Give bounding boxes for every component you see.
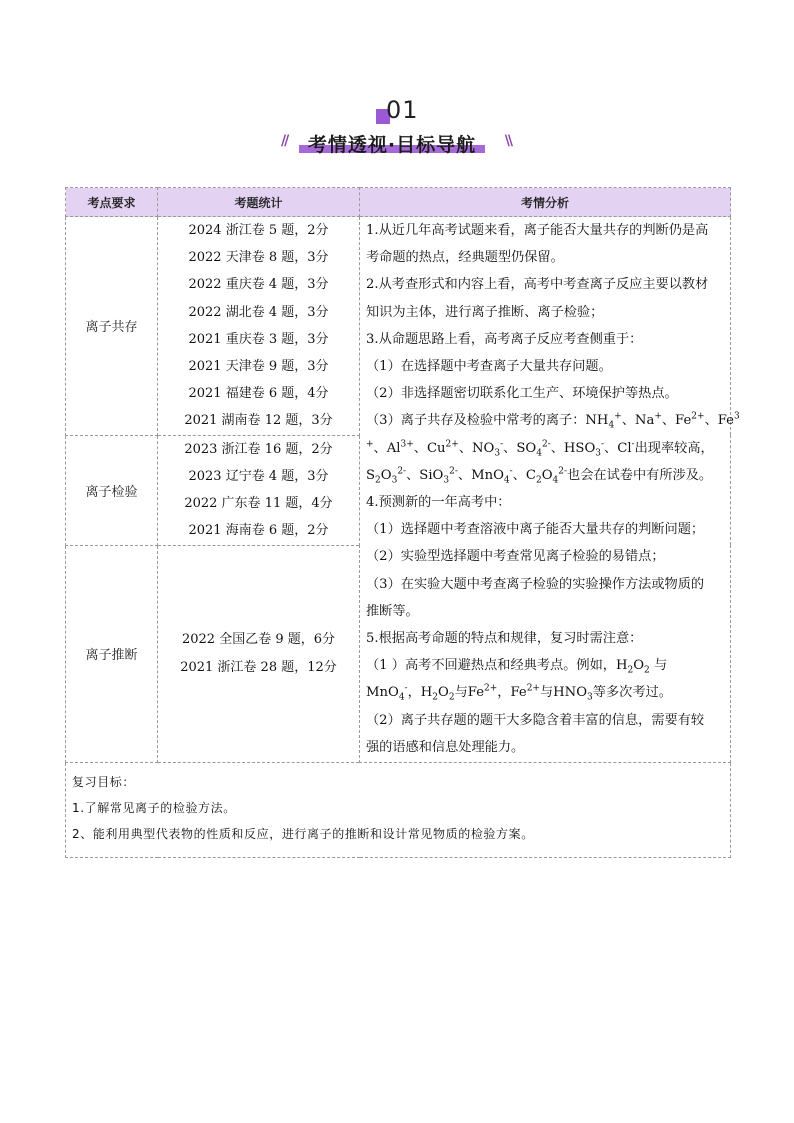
ion: O <box>380 467 392 483</box>
topic-cell: 离子共存 <box>66 217 158 436</box>
ion: 、MnO <box>457 467 504 483</box>
analysis-line: （2）实验型选择题中考查常见离子检验的易错点； <box>366 549 665 565</box>
analysis-line: （1）选择题中考查溶液中离子能否大量共存的判断问题； <box>366 522 705 538</box>
header-topic: 考点要求 <box>66 188 158 217</box>
analysis-line: （2）离子共存题的题干大多隐含着丰富的信息，需要有较 <box>366 712 705 728</box>
goals-cell <box>66 762 731 857</box>
topic-cell: 离子推断 <box>66 545 158 762</box>
text: 也会在试卷中有所涉及。 <box>567 467 713 483</box>
ion: 、SO <box>503 440 537 456</box>
section-number <box>376 96 419 126</box>
exam-analysis-table-wrapper <box>65 187 740 858</box>
goal-item: 1.了解常见离子的检验方法。 <box>72 800 236 815</box>
ion: 、NO <box>458 440 495 456</box>
analysis-line: MnO$_4$-，$H_2O_2$与$Fe^{2+}$，$Fe^{2+}$与$HNO_3$等多次考过。 <box>366 684 672 704</box>
stat-line: 2021 海南卷 6 题，2分 <box>188 523 329 539</box>
right-slash-decoration: \\ <box>504 133 511 149</box>
stat-line: 2022 广东卷 11 题，4分 <box>184 496 333 512</box>
goal-item: 2、能利用典型代表物的性质和反应，进行离子的推断和设计常见物质的检验方案。 <box>72 826 534 841</box>
ion: O <box>541 467 553 483</box>
stat-line: 2024 浙江卷 5 题，2分 <box>188 223 329 238</box>
topic-cell: 离子检验 <box>66 435 158 545</box>
ion: 、Cl <box>604 440 632 456</box>
text: 与HNO <box>539 685 588 701</box>
analysis-line: +、$Al^{3+}$、$Cu^{2+}$、$NO_3^-$、$SO_4^{2-}$、$HSO_3^-$、Cl-出现率较高， <box>366 439 714 459</box>
goals-title: 复习目标： <box>72 774 136 789</box>
analysis-line: 2.从考查形式和内容上看，高考中考查离子反应主要以教材 <box>366 277 709 293</box>
exam-analysis-table <box>65 187 740 858</box>
analysis-line: （3）在实验大题中考查离子检验的实验操作方法或物质的 <box>366 576 705 592</box>
analysis-line: $S_2O_3^{2-}$、SiO$_3^{2-}$、MnO$_4$-、$C_2O_4^{2-}$也会在试卷中有所涉及。 <box>366 466 713 486</box>
text: ，H <box>407 685 433 701</box>
stat-line: 2021 天津卷 9 题，3分 <box>188 359 329 375</box>
stat-line: 2021 浙江卷 28 题，12分 <box>180 659 337 675</box>
stat-line: 2021 重庆卷 3 题，3分 <box>188 331 329 347</box>
analysis-line: 5.根据高考命题的特点和规律，复习时需注意： <box>366 631 643 647</box>
section-title: 考情透视·目标导航 <box>307 134 477 156</box>
text: （1 ）高考不回避热点和经典考点。例如，H <box>366 658 628 674</box>
text: O <box>633 658 645 674</box>
analysis-line: 推断等。 <box>366 603 419 619</box>
analysis-line: （2）非选择题密切联系化工生产、环境保护等热点。 <box>366 386 678 402</box>
ion: 、SiO <box>406 467 444 483</box>
stat-line: 2023 辽宁卷 4 题，3分 <box>188 468 329 484</box>
ion: 、Fe <box>661 413 692 429</box>
ion: 、Na <box>621 413 655 429</box>
header-analysis: 考情分析 <box>360 188 731 217</box>
analysis-line: 考命题的热点，经典题型仍保留。 <box>366 250 564 266</box>
left-slash-decoration: // <box>281 133 288 149</box>
ion: 、C <box>512 467 536 483</box>
header-stats: 考题统计 <box>158 188 360 217</box>
stats-cell <box>158 545 360 762</box>
text: 等多次考过。 <box>592 685 672 701</box>
text: （3）离子共存及检验中常考的离子： <box>366 413 586 429</box>
stat-line: 2022 重庆卷 4 题，3分 <box>188 277 329 293</box>
goals-row <box>66 762 731 857</box>
stats-cell <box>158 217 360 436</box>
analysis-line: （3）离子共存及检验中常考的离子：$NH_4^+$、Na+、$Fe^{2+}$、Fe$^3$ <box>366 412 740 432</box>
analysis-line: 强的语感和信息处理能力。 <box>366 739 525 755</box>
stats-cell <box>158 435 360 545</box>
section-header <box>0 92 794 162</box>
stat-line: 2023 浙江卷 16 题，2分 <box>184 441 333 457</box>
stat-line: 2022 全国乙卷 9 题，6分 <box>181 632 336 648</box>
text: O <box>438 685 449 701</box>
analysis-cell <box>360 217 740 763</box>
ion: NH <box>585 413 609 429</box>
stat-line: 2022 天津卷 8 题，3分 <box>188 250 329 266</box>
section-number-text: 01 <box>386 96 419 124</box>
analysis-line: 知识为主体，进行离子推断、离子检验； <box>366 304 604 320</box>
ion: 、Fe <box>704 413 734 429</box>
stat-line: 2022 湖北卷 4 题，3分 <box>188 304 329 320</box>
text: 出现率较高， <box>634 440 714 456</box>
ion: S <box>366 467 376 483</box>
ion: 、HSO <box>550 440 596 456</box>
analysis-line: 3.从命题思路上看，高考离子反应考查侧重于： <box>366 331 643 347</box>
analysis-line: （1 ）高考不回避热点和经典考点。例如，$H_2O_2$ 与 <box>366 658 668 676</box>
table-header-row <box>66 188 731 217</box>
ion: MnO <box>366 685 399 701</box>
title-banner <box>281 130 511 158</box>
table-row <box>66 217 731 436</box>
ion: 、Cu <box>413 440 446 456</box>
text: 与Fe <box>454 685 484 701</box>
stat-line: 2021 福建卷 6 题，4分 <box>188 386 329 402</box>
stat-line: 2021 湖南卷 12 题，3分 <box>184 413 333 429</box>
text: 与 <box>649 658 668 674</box>
text: ，Fe <box>497 685 527 701</box>
analysis-line: （1）在选择题中考查离子大量共存问题。 <box>366 359 612 375</box>
ion: 、Al <box>373 440 401 456</box>
analysis-line: 1.从近几年高考试题来看，离子能否大量共存的判断仍是高 <box>366 223 709 238</box>
analysis-line: 4.预测新的一年高考中： <box>366 495 511 511</box>
